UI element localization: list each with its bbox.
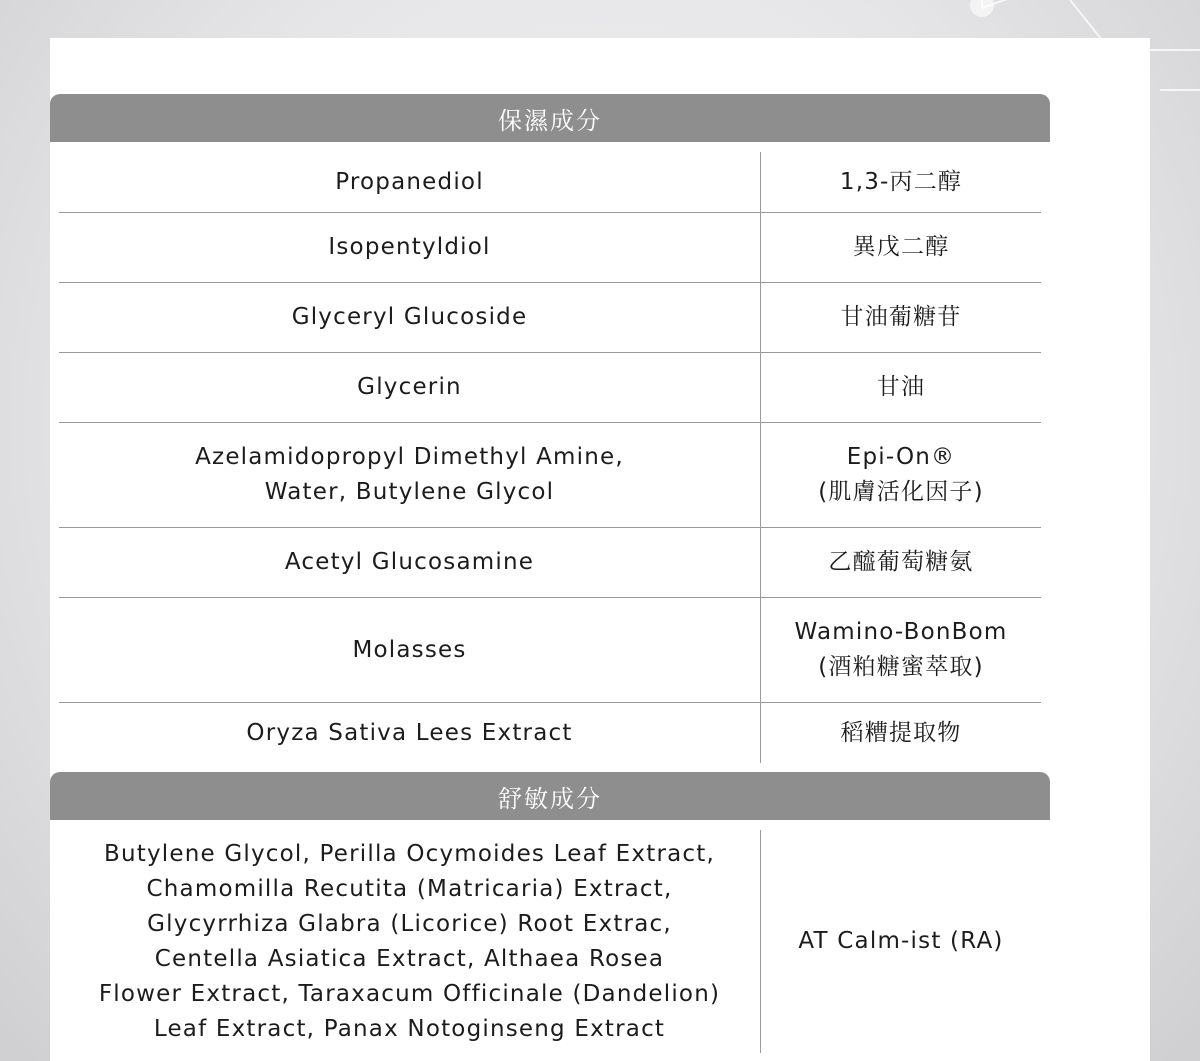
ingredient-name-zh: 異戊二醇 xyxy=(760,213,1041,282)
section-title: 保濕成分 xyxy=(498,106,602,135)
table-row xyxy=(59,528,1041,598)
table-row xyxy=(59,598,1041,703)
ingredient-name-en: Propanediol xyxy=(335,168,484,195)
ingredient-name-en: Acetyl Glucosamine xyxy=(284,549,535,575)
soothing-ingredients-table xyxy=(59,830,1041,1053)
ingredient-name-en: Oryza Sativa Lees Extract xyxy=(246,719,573,746)
table-row xyxy=(59,703,1041,763)
table-row xyxy=(59,423,1041,528)
ingredient-name-zh: 甘油 xyxy=(760,353,1041,422)
table-row xyxy=(59,213,1041,283)
ingredient-name-en: Molasses xyxy=(352,636,467,663)
ingredient-name-en: Butylene Glycol, Perilla Ocymoides Leaf Extract, Chamomilla Recutita (Matricaria) Extract, Glycyrrhiza Glabra (Licorice) Root Extrac, Centella Asiatica Extract, Althaea Rosea Flower Extract, Taraxacum Officinale (Dandelion) Leaf Extract, Panax Notoginseng Extract xyxy=(98,840,721,1042)
ingredient-name-zh: Epi-On® (肌膚活化因子) xyxy=(760,423,1041,527)
ingredient-name-en: Azelamidopropyl Dimethyl Amine, Water, Butylene Glycol xyxy=(195,444,624,505)
ingredient-name-en: Glyceryl Glucoside xyxy=(291,304,528,330)
ingredient-name-en: Glycerin xyxy=(357,374,462,400)
table-row xyxy=(59,830,1041,1053)
ingredient-name-zh: 乙醯葡萄糖氨 xyxy=(760,528,1041,597)
ingredient-name-zh: 甘油葡糖苷 xyxy=(760,283,1041,352)
ingredient-name-zh: AT Calm-ist (RA) xyxy=(760,830,1041,1053)
ingredient-name-en: Isopentyldiol xyxy=(328,234,491,260)
ingredient-name-zh: 稻糟提取物 xyxy=(760,703,1041,763)
table-row xyxy=(59,353,1041,423)
moisturizing-ingredients-table xyxy=(59,152,1041,763)
section-title: 舒敏成分 xyxy=(498,784,602,813)
ingredient-name-zh: 1,3-丙二醇 xyxy=(760,152,1041,212)
ingredient-name-zh: Wamino-BonBom (酒粕糖蜜萃取) xyxy=(760,598,1041,702)
section-header-soothing xyxy=(50,772,1050,820)
table-row xyxy=(59,152,1041,213)
section-header-moisturizing xyxy=(50,94,1050,142)
table-row xyxy=(59,283,1041,353)
